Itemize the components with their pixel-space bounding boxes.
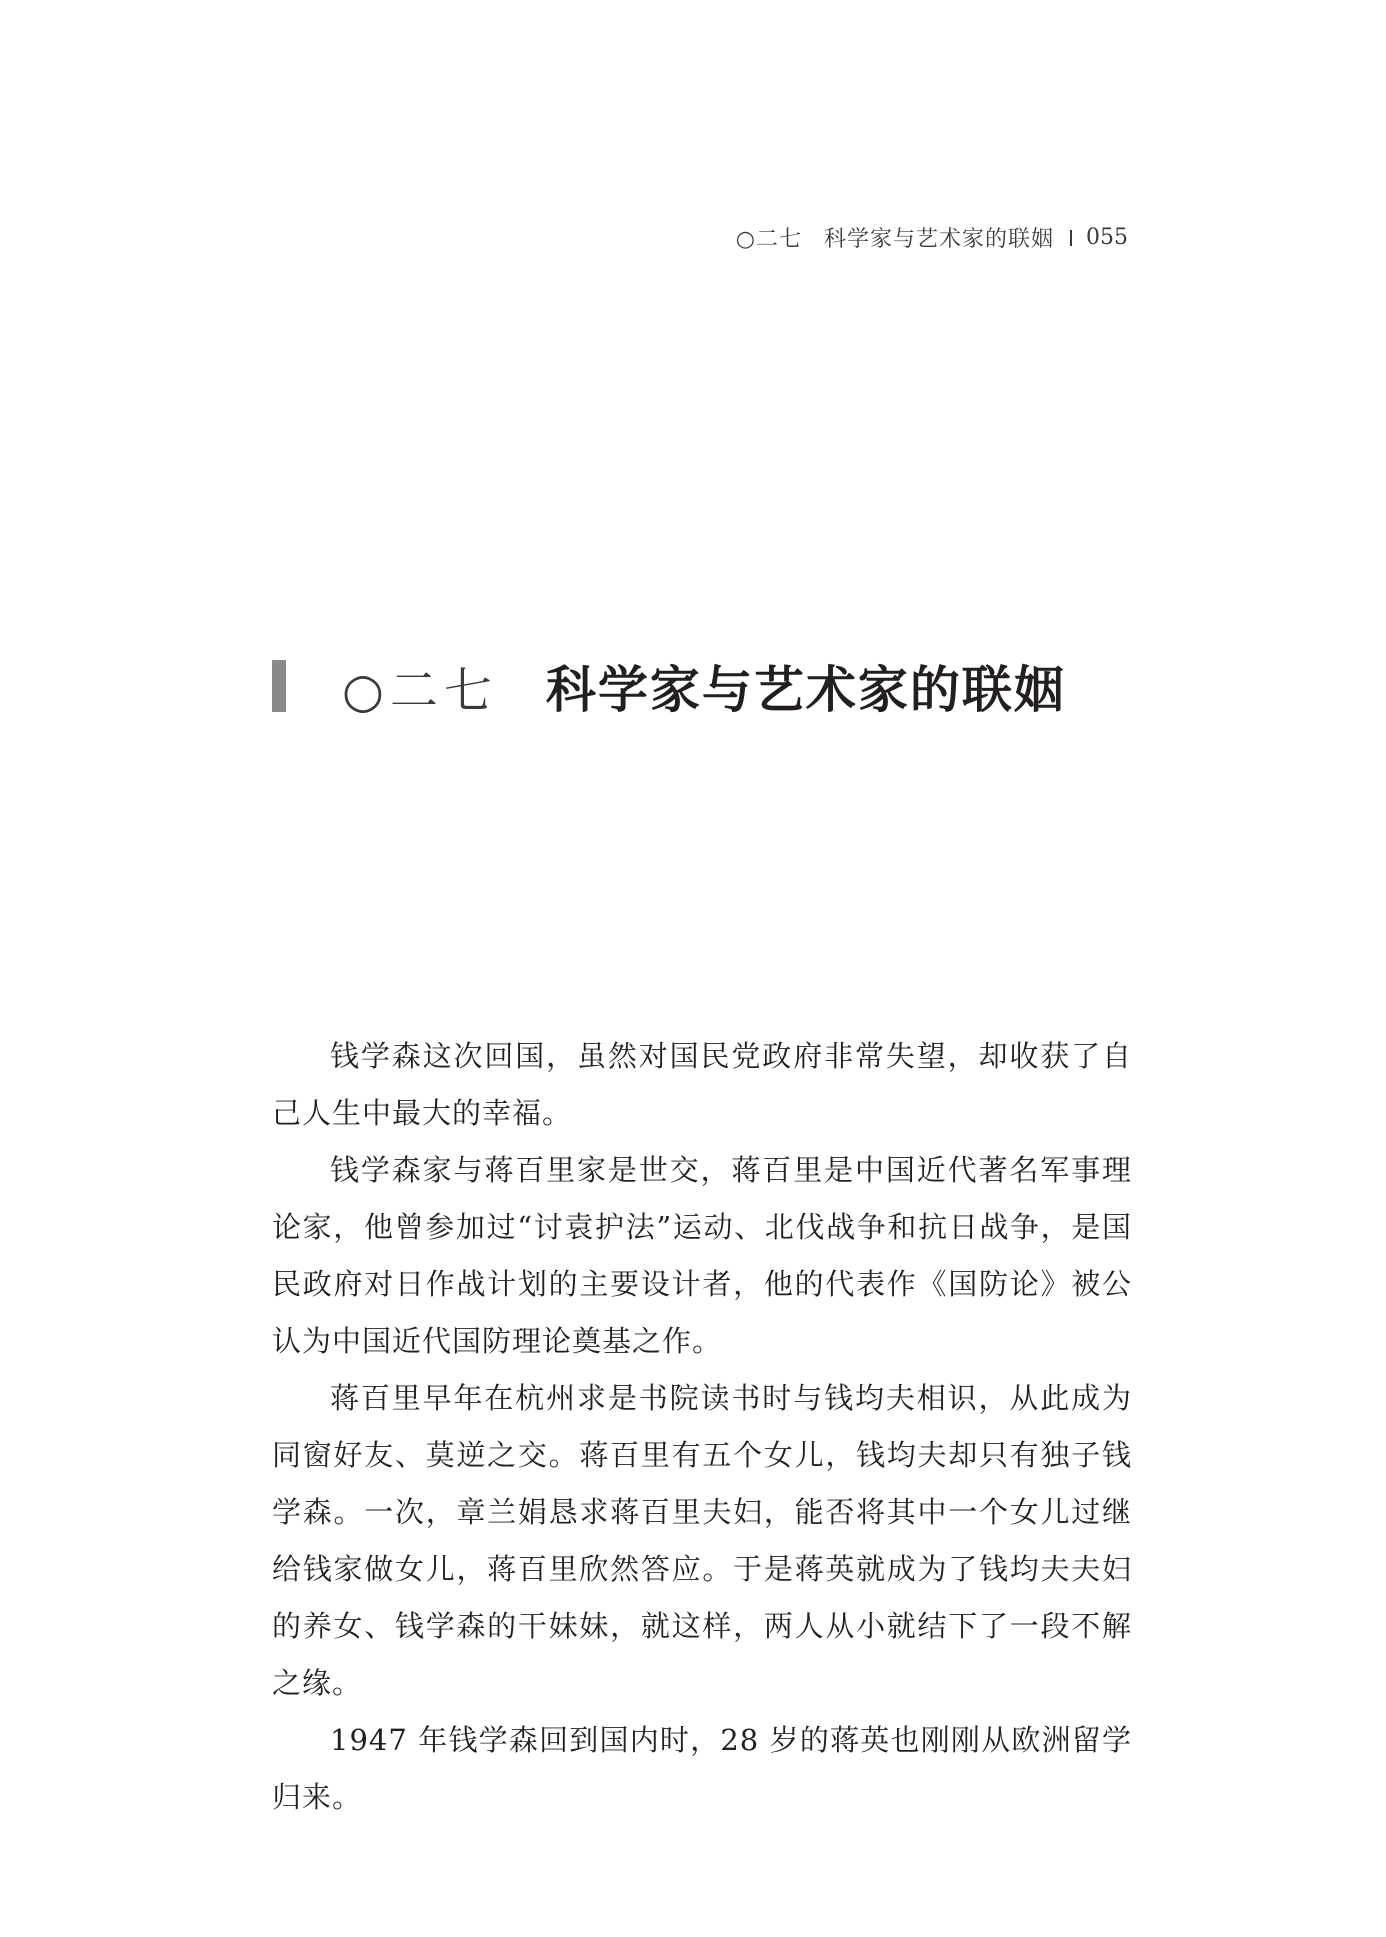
paragraph: 蒋百里早年在杭州求是书院读书时与钱均夫相识，从此成为同窗好友、莫逆之交。蒋百里有五个女儿，钱均夫却只有独子钱学森。一次，章兰娟恳求蒋百里夫妇，能否将其中一个女儿过继给钱家做女儿，蒋百里欣然答应。于是蒋英就成为了钱均夫夫妇的养女、钱学森的干妹妹，就这样，两人从小就结下了一段不解之缘。: [272, 1381, 1132, 1700]
paragraph: 钱学森家与蒋百里家是世交，蒋百里是中国近代著名军事理论家，他曾参加过“讨袁护法”运动、北伐战争和抗日战争，是国民政府对日作战计划的主要设计者，他的代表作《国防论》被公认为中国近代国防理论奠基之作。: [272, 1153, 1132, 1358]
header-chapter-title: 科学家与艺术家的联姻: [823, 227, 1054, 252]
chapter-title: 科学家与艺术家的联姻: [545, 660, 1066, 719]
header-chapter-number: ○二七: [735, 227, 802, 252]
paragraph: 1947 年钱学森回到国内时，28 岁的蒋英也刚刚从欧洲留学归来。: [272, 1723, 1132, 1814]
chapter-marker-bar: [272, 660, 286, 712]
chapter-number: ○二七: [342, 662, 498, 719]
page-number: 055: [1086, 225, 1128, 250]
body-text: [272, 1028, 1132, 1826]
paragraph: 钱学森这次回国，虽然对国民党政府非常失望，却收获了自己人生中最大的幸福。: [272, 1039, 1132, 1130]
chapter-heading: [272, 650, 1066, 722]
running-header: [714, 222, 1128, 253]
header-separator: [1070, 230, 1072, 246]
